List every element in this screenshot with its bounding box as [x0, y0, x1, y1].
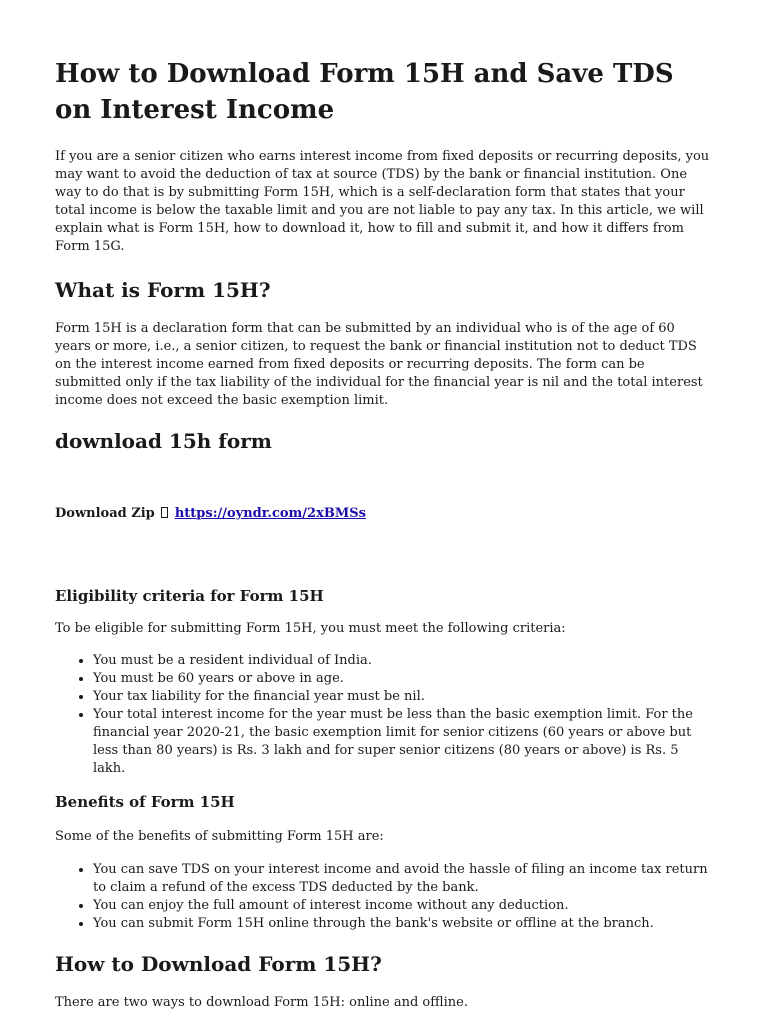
download-zip-line: [55, 505, 714, 523]
list-item: • You can save TDS on your interest income and avoid the hassle of filing an income tax return to claim a refund of the excess TDS deducted by the bank.: [93, 861, 714, 897]
page-title: How to Download Form 15H and Save TDS on Interest Income: [55, 59, 674, 125]
list-item: • You must be a resident individual of India.: [93, 652, 714, 670]
download-form-heading: download 15h form: [55, 429, 272, 453]
how-to-download-heading: How to Download Form 15H?: [55, 952, 382, 976]
download-link[interactable]: https://oyndr.com/2xBMSs: [174, 506, 366, 521]
list-item: • You can enjoy the full amount of interest income without any deduction.: [93, 897, 714, 915]
benefits-lead: Some of the benefits of submitting Form 15H are:: [55, 829, 384, 844]
eligibility-list: [55, 652, 714, 778]
list-item: • Your tax liability for the financial year must be nil.: [93, 688, 714, 706]
intro-paragraph: If you are a senior citizen who earns interest income from fixed deposits or recurring deposits, you may want to avoid the deduction of tax at source (TDS) by the bank or financial institution. One way to do that is by submitting Form 15H, which is a self-declaration form that states that your total income is below the taxable limit and you are not liable to pay any tax. In this article, we will explain what is Form 15H, how to download it, how to fill and submit it, and how it differs from Form 15G.: [55, 149, 710, 254]
missing-glyph-icon: [161, 507, 168, 518]
benefits-heading: Benefits of Form 15H: [55, 793, 235, 811]
list-item: • You can submit Form 15H online through the bank's website or offline at the branch.: [93, 915, 714, 933]
list-item: • Your total interest income for the year must be less than the basic exemption limit. For the financial year 2020-21, the basic exemption limit for senior citizens (60 years or above but less than 80 years) is Rs. 3 lakh and for super senior citizens (80 years or above) is Rs. 5 lakh.: [93, 706, 714, 778]
list-item: • You must be 60 years or above in age.: [93, 670, 714, 688]
what-is-paragraph: Form 15H is a declaration form that can be submitted by an individual who is of the age of 60 years or more, i.e., a senior citizen, to request the bank or financial institution not to deduct TDS on the interest income earned from fixed deposits or recurring deposits. The form can be submitted only if the tax liability of the individual for the financial year is nil and the total interest income does not exceed the basic exemption limit.: [55, 321, 703, 408]
benefits-list: [55, 861, 714, 933]
download-zip-label: Download Zip: [55, 506, 155, 521]
what-is-heading: What is Form 15H?: [55, 278, 271, 302]
eligibility-lead: To be eligible for submitting Form 15H, you must meet the following criteria:: [55, 621, 566, 636]
how-to-download-paragraph: There are two ways to download Form 15H: online and offline.: [55, 995, 468, 1010]
eligibility-heading: Eligibility criteria for Form 15H: [55, 587, 324, 605]
